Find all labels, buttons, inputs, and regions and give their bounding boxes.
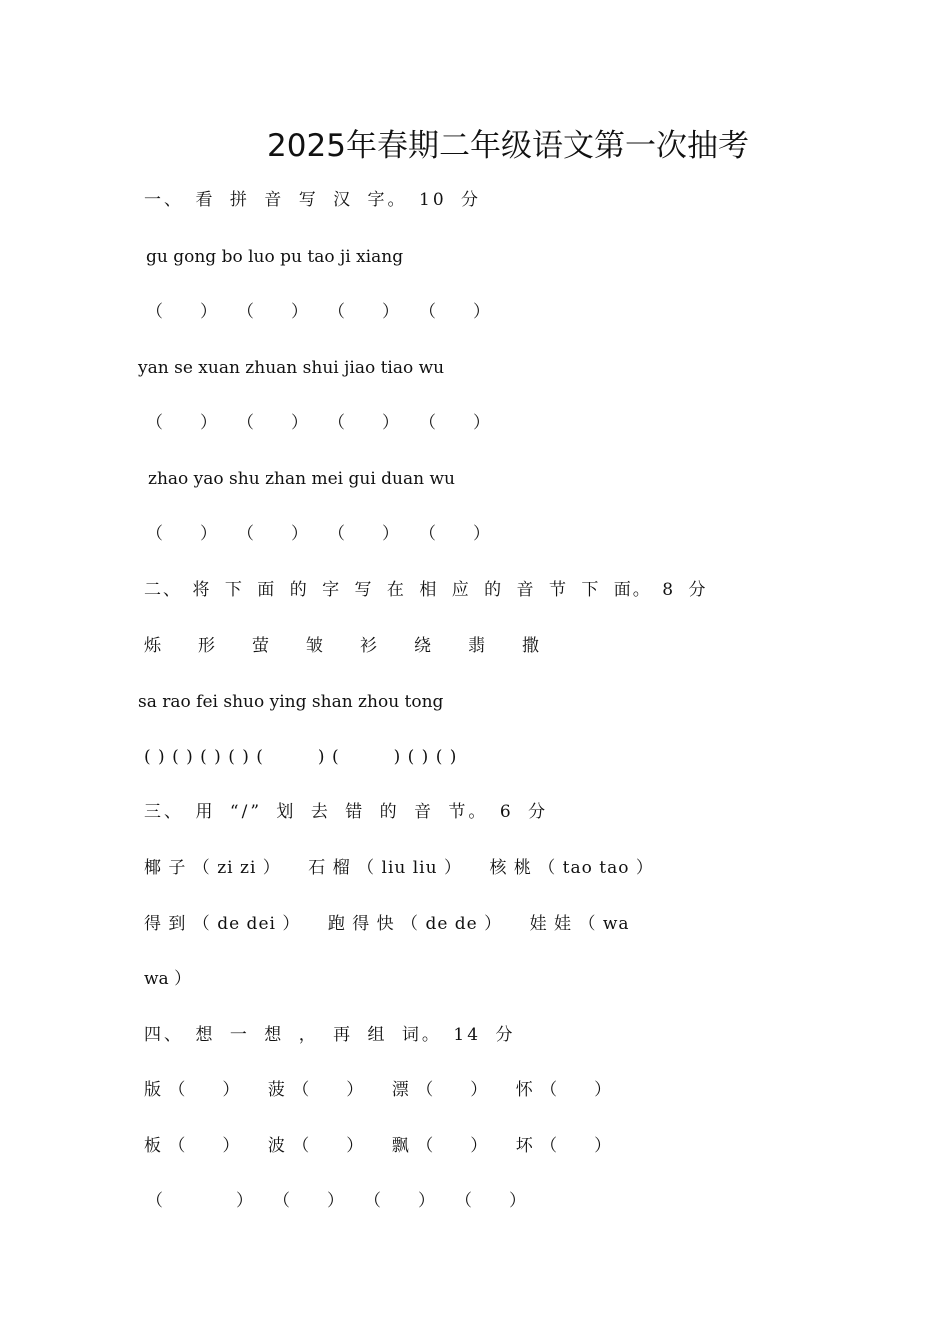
pinyin-line: sa rao fei shuo ying shan zhou tong (138, 692, 444, 712)
section-2-heading: 二、 将 下 面 的 字 写 在 相 应 的 音 节 下 面。 8 分 (144, 580, 708, 600)
section-4-heading: 四、 想 一 想 ， 再 组 词。 14 分 (144, 1025, 516, 1045)
answer-blanks: （ ） （ ） （ ） （ ） (146, 524, 491, 544)
answer-blanks: （ ） （ ） （ ） （ ） (146, 413, 491, 433)
exercise-row: 板 （ ） 波 （ ） 飘 （ ） 坏 （ ） (144, 1136, 613, 1156)
answer-blanks: （ ） （ ） （ ） （ ） (146, 1191, 527, 1211)
page-title: 2025年春期二年级语文第一次抽考 (267, 128, 749, 164)
exercise-row: 椰 子 （ zi zi ） 石 榴 （ liu liu ） 核 桃 （ tao tao ） (144, 858, 654, 878)
section-1-heading: 一、 看 拼 音 写 汉 字。 10 分 (144, 190, 482, 210)
pinyin-line: zhao yao shu zhan mei gui duan wu (148, 469, 455, 489)
pinyin-line: gu gong bo luo pu tao ji xiang (146, 247, 404, 267)
answer-blanks: （ ） （ ） （ ） （ ） (146, 302, 491, 322)
answer-blanks: ( ) ( ) ( ) ( ) ( ) ( ) ( ) ( ) (144, 747, 458, 767)
character-list: 烁 形 萤 皱 衫 绕 翡 撒 (144, 636, 540, 656)
exercise-row: 版 （ ） 菠 （ ） 漂 （ ） 怀 （ ） (144, 1080, 613, 1100)
section-3-heading: 三、 用 “/” 划 去 错 的 音 节。 6 分 (144, 802, 549, 822)
exercise-row: 得 到 （ de dei ） 跑 得 快 （ de de ） 娃 娃 （ wa (144, 914, 630, 934)
pinyin-line: yan se xuan zhuan shui jiao tiao wu (138, 358, 445, 378)
exercise-row: wa ） (144, 969, 192, 989)
